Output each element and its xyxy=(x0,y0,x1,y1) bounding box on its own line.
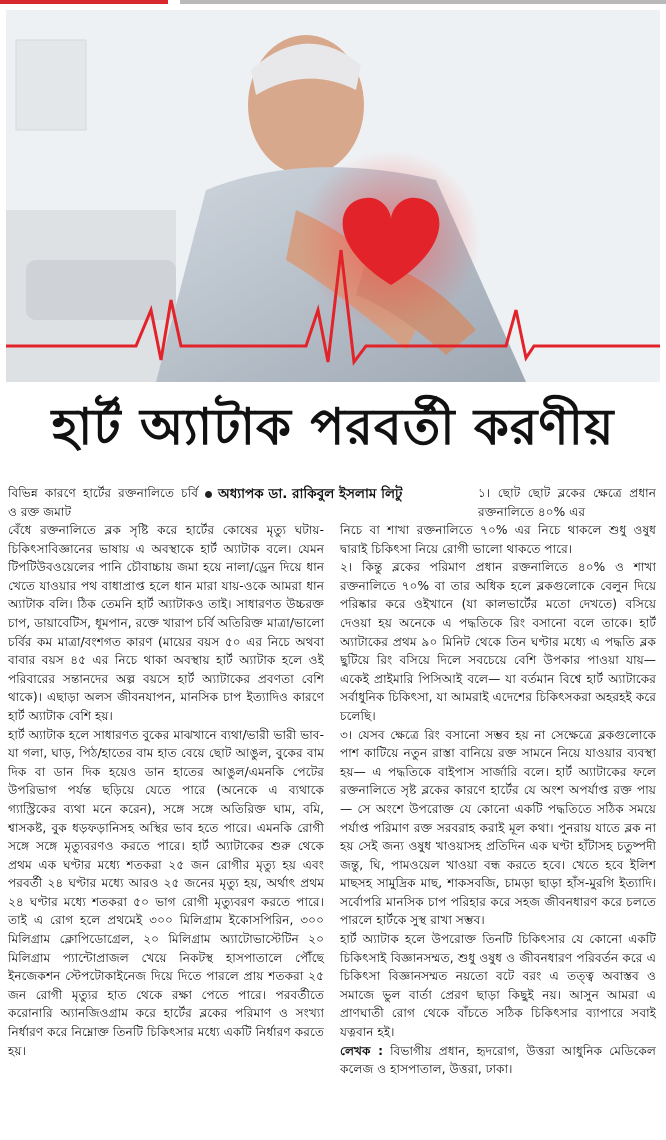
paragraph: হার্ট অ্যাটাক হলে সাধারণত বুকের মাঝখানে ব্যথা/ভারী ভারী ভাব-যা গলা, ঘাড়, পিঠ/হাতের বাম হাত বেয়ে ছোট আঙুল, বুকের বাম দিক বা ডান দিক হয়েও ডান হাতের আঙুল/এমনকি পেটের উপরিভাগ পর্যন্ত ছড়িয়ে যেতে পারে (অনেকে এ ব্যথাকে গ্যাস্ট্রিকের ব্যথা মনে করেন), সঙ্গে সঙ্গে অতিরিক্ত ঘাম, বমি, শ্বাসকষ্ট, বুক ধড়ফড়ানিসহ অস্থির ভাব হতে পারে। এমনকি রোগী সঙ্গে সঙ্গে মৃত্যুবরণও করতে পারে। হার্ট অ্যাটাকের শুরু থেকে প্রথম এক ঘণ্টার মধ্যে শতকরা ২৫ জন রোগীর মৃত্যু হয় এবং পরবর্তী ২৪ ঘণ্টার মধ্যে আরও ২৫ জনের মৃত্যু হয়, অর্থাৎ প্রথম ২৪ ঘণ্টার মধ্যে শতকরা ৫০ ভাগ রোগী মৃত্যুবরণ করতে পারে। তাই এ রোগ হলে প্রথমেই ৩০০ মিলিগ্রাম ইকোসপিরিন, ৩০০ মিলিগ্রাম ক্লোপিডোগ্রেল, ২০ মিলিগ্রাম অ্যাটোভাস্টেটিন ২০ মিলিগ্রাম প্যান্টোপ্রাজল খেয়ে নিকটস্থ হাসপাতালে পৌঁছে ইনজেকশন স্টেপটোকাইনেজ দিয়ে দিতে পারলে প্রায় শতকরা ২৫ জন রোগী মৃত্যুর হাত থেকে রক্ষা পেতে পারে। পরবর্তীতে করোনারি অ্যানজিওগ্রাম করে হার্টের ব্লকের পরিমাণ ও সংখ্যা নির্ধারণ করে নিম্নোক্ত তিনটি চিকিৎসার মধ্যে একটি নির্ধারণ করতে হয়। xyxy=(8,727,324,1058)
column-2-top xyxy=(478,484,656,521)
signature-label: লেখক : xyxy=(340,1043,383,1058)
paragraph: ২। কিন্তু ব্লকের পরিমাণ প্রধান রক্তনালিতে ৪০% ও শাখা রক্তনালিতে ৭০% বা তার অধিক হলে ব্লকগুলোকে বেলুন দিয়ে পরিষ্কার করে ওইখানে (যা কালভার্টের মতো দেখতে) বসিয়ে দেওয়া হয় অনেকে এ পদ্ধতিকে রিং বসানো বলে তাকে। হার্ট অ্যাটাকের প্রথম ৯০ মিনিট থেকে তিন ঘণ্টার মধ্যে এ পদ্ধতি ব্লক ছুটিয়ে রিং বসিয়ে দিলে সবচেয়ে বেশি উপকার পাওয়া যায়—একেই প্রাইমারি পিসিআই বলে— যা বর্তমান বিশ্বে হার্ট অ্যাটাকের সর্বাধুনিক চিকিৎসা, যা আমরাই এদেশের চিকিৎসকরা অহরহই করে চলেছি। xyxy=(340,560,656,723)
paragraph: বেঁধে রক্তনালিতে ব্লক সৃষ্টি করে হার্টের কোষের মৃত্যু ঘটায়-চিকিৎসাবিজ্ঞানের ভাষায় এ অবস্থাকে হার্ট অ্যাটাক বলে। যেমন টিপটিউবওয়েলের পানি চৌবাচ্চায় জমা হয়ে নালা/ড্রেন দিয়ে ধান খেতে যাওয়ার পথ বাধাপ্রাপ্ত হলে ধান মারা যায়-ওকে আমরা ধান অ্যাটাক বলি। ঠিক তেমনি হার্ট অ্যাটাকও তাই। সাধারণত উচ্চরক্ত চাপ, ডায়াবেটিস, ধূমপান, রক্তে খারাপ চর্বি অতিরিক্ত মাত্রা/ভালো চর্বির কম মাত্রা/বংশগত কারণ (মায়ের বয়স ৫০ এর নিচে অথবা বাবার বয়স ৪৫ এর নিচে থাকা অবস্থায় হার্ট অ্যাটাক হলে ওই পরিবারের সন্তানদের অল্প বয়সে হার্ট অ্যাটাকের প্রবণতা বেশি থাকে)। এছাড়া অলস জীবনযাপন, মানসিক চাপ ইত্যাদিও কারণে হার্ট অ্যাটাক বেশি হয়। xyxy=(8,523,324,723)
article-photo xyxy=(6,10,660,382)
author-byline xyxy=(205,484,470,504)
author-signature xyxy=(340,1042,656,1079)
column-2 xyxy=(340,521,656,1079)
top-rule-red xyxy=(0,0,168,4)
page-title: হার্ট অ্যাটাক পরবর্তী করণীয় xyxy=(51,397,615,456)
paragraph: বিভিন্ন কারণে হার্টের রক্তনালিতে চর্বি ও রক্ত জমাট xyxy=(8,486,198,519)
heart-attack-illustration xyxy=(6,10,660,382)
column-1-top xyxy=(8,484,198,521)
signature-text: বিভাগীয় প্রধান, হৃদরোগ, উত্তরা আধুনিক মেডিকেল কলেজ ও হাসপাতাল, উত্তরা, ঢাকা। xyxy=(340,1043,656,1077)
author-name: অধ্যাপক ডা. রাকিবুল ইসলাম লিটু xyxy=(218,486,403,502)
column-1 xyxy=(8,521,324,1060)
paragraph: ১। ছোট ছোট ব্লকের ক্ষেত্রে প্রধান রক্তনালিতে ৪০% এর xyxy=(478,486,656,519)
top-rule-grey xyxy=(180,0,666,4)
paragraph: হার্ট অ্যাটাক হলে উপরোক্ত তিনটি চিকিৎসার যে কোনো একটি চিকিৎসাই বিজ্ঞানসম্মত, শুধু ওষুধ ও জীবনধারণ পরিবর্তন করে এ চিকিৎসা বিজ্ঞানসম্মত নয়তো বটে বরং এ তত্ত্ব অবাস্তব ও সমাজে ভুল বার্তা প্রেরণ ছাড়া কিছুই নয়। আসুন আমরা এ প্রাণঘাতী রোগ থেকে বাঁচতে সঠিক চিকিৎসার ব্যাপারে সবাই যত্নবান হই। xyxy=(340,932,656,1040)
top-rule xyxy=(0,0,666,8)
bullet-icon xyxy=(205,491,212,498)
paragraph: নিচে বা শাখা রক্তনালিতে ৭০% এর নিচে থাকলে শুধু ওষুধ দ্বারাই চিকিৎসা নিয়ে রোগী ভালো থাকতে পারে। xyxy=(340,523,656,556)
paragraph: ৩। যেসব ক্ষেত্রে রিং বসানো সম্ভব হয় না সেক্ষেত্রে ব্লকগুলোকে পাশ কাটিয়ে নতুন রাস্তা বানিয়ে রক্ত সামনে নিয়ে যাওয়ার ব্যবস্থা হয়— এ পদ্ধতিকে বাইপাস সার্জারি বলে। হার্ট অ্যাটাকের ফলে রক্তনালিতে সৃষ্ট ব্লকের কারণে হার্টের যে অংশ অপর্যাপ্ত রক্ত পায়— সে অংশে উপরোক্ত যে কোনো একটি পদ্ধতিতে সঠিক সময়ে পর্যাপ্ত পরিমাণ রক্ত সরবরাহ করাই মূল কথা। পুনরায় যাতে ব্লক না হয় সেই জন্য ওষুধ খাওয়াসহ প্রতিদিন এক ঘণ্টা হাঁটাসহ চতুষ্পদী জন্তু, ঘি, পামওয়েল খাওয়া বন্ধ করতে হবে। খেতে হবে ইলিশ মাছসহ সামুদ্রিক মাছ, শাকসবজি, চামড়া ছাড়া হাঁস-মুরগি ইত্যাদি। সর্বোপরি মানসিক চাপ পরিহার করে সহজ জীবনধারণ করে চলতে পারলে হার্টকে সুস্থ রাখা সম্ভব। xyxy=(340,727,656,928)
